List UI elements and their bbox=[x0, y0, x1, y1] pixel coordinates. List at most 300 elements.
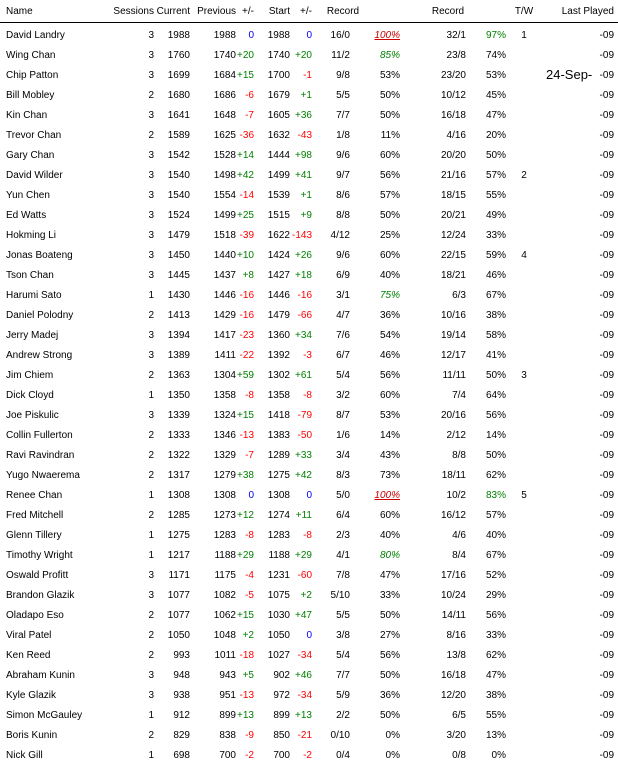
cell-tw bbox=[512, 346, 536, 366]
cell-name: Abraham Kunin bbox=[6, 670, 75, 681]
cell-change: -16 bbox=[239, 290, 254, 301]
cell-previous: 838 bbox=[219, 730, 236, 741]
cell-last-played: -09 bbox=[599, 170, 614, 181]
cell-current: 1524 bbox=[167, 210, 190, 221]
cell-current: 1333 bbox=[167, 430, 190, 441]
cell-start: 1302 bbox=[267, 370, 290, 381]
cell-sessions: 3 bbox=[148, 190, 154, 201]
cell-overall-pct: 55% bbox=[485, 190, 506, 201]
cell-last-played: -09 bbox=[599, 250, 614, 261]
cell-record-pct: 85% bbox=[379, 50, 400, 61]
header-record-overall: Record bbox=[431, 6, 465, 17]
cell-tw bbox=[512, 66, 536, 86]
cell-last-played: -09 bbox=[599, 330, 614, 341]
cell-change-start: -8 bbox=[303, 390, 312, 401]
cell-name: Trevor Chan bbox=[6, 130, 62, 141]
table-row bbox=[0, 706, 618, 726]
cell-change-start: -143 bbox=[291, 230, 312, 241]
cell-record-overall: 12/20 bbox=[440, 690, 466, 701]
cell-last-played: -09 bbox=[599, 650, 614, 661]
cell-record: 5/9 bbox=[336, 690, 350, 701]
cell-name: Jerry Madej bbox=[6, 330, 59, 341]
cell-start: 1446 bbox=[267, 290, 290, 301]
cell-tw bbox=[512, 426, 536, 446]
cell-sessions: 3 bbox=[148, 670, 154, 681]
cell-record-overall: 12/24 bbox=[440, 230, 466, 241]
cell-record: 4/12 bbox=[330, 230, 350, 241]
cell-sessions: 2 bbox=[148, 130, 154, 141]
table-row bbox=[0, 506, 618, 526]
cell-change: +15 bbox=[237, 70, 254, 81]
cell-overall-pct: 58% bbox=[485, 330, 506, 341]
cell-change: +8 bbox=[242, 270, 254, 281]
cell-record-overall: 17/16 bbox=[440, 570, 466, 581]
cell-record-pct: 46% bbox=[379, 350, 400, 361]
cell-record-overall: 16/12 bbox=[440, 510, 466, 521]
cell-name: Viral Patel bbox=[6, 630, 52, 641]
cell-start: 1740 bbox=[267, 50, 290, 61]
cell-overall-pct: 13% bbox=[485, 730, 506, 741]
cell-record-pct: 36% bbox=[379, 310, 400, 321]
cell-change: -16 bbox=[239, 310, 254, 321]
cell-record: 1/8 bbox=[336, 130, 350, 141]
cell-previous: 1498 bbox=[213, 170, 236, 181]
cell-start: 899 bbox=[273, 710, 290, 721]
cell-sessions: 1 bbox=[148, 290, 154, 301]
cell-last-played: -09 bbox=[599, 570, 614, 581]
cell-last-played: -09 bbox=[599, 710, 614, 721]
cell-change: -23 bbox=[239, 330, 254, 341]
cell-name: Dick Cloyd bbox=[6, 390, 54, 401]
cell-tw: 5 bbox=[521, 490, 527, 501]
cell-current: 938 bbox=[173, 690, 190, 701]
cell-change-start: -66 bbox=[297, 310, 312, 321]
cell-record-overall: 6/5 bbox=[452, 710, 466, 721]
cell-change: -4 bbox=[245, 570, 254, 581]
cell-current: 698 bbox=[173, 750, 190, 761]
cell-record: 8/8 bbox=[336, 210, 350, 221]
cell-overall-pct: 33% bbox=[485, 630, 506, 641]
cell-overall-pct: 0% bbox=[491, 750, 506, 761]
table-row bbox=[0, 166, 618, 186]
cell-sessions: 2 bbox=[148, 450, 154, 461]
cell-record-pct: 50% bbox=[379, 610, 400, 621]
cell-tw bbox=[512, 106, 536, 126]
cell-name: Simon McGauley bbox=[6, 710, 83, 721]
cell-tw bbox=[512, 506, 536, 526]
table-row bbox=[0, 526, 618, 546]
cell-start: 1188 bbox=[268, 550, 290, 561]
cell-previous: 1273 bbox=[213, 510, 236, 521]
cell-start: 902 bbox=[273, 670, 290, 681]
cell-record-overall: 6/3 bbox=[452, 290, 466, 301]
cell-record-overall: 18/21 bbox=[440, 270, 466, 281]
cell-record-overall: 7/4 bbox=[452, 390, 466, 401]
cell-name: Ravi Ravindran bbox=[6, 450, 75, 461]
cell-change-start: -50 bbox=[297, 430, 312, 441]
cell-overall-pct: 46% bbox=[485, 270, 506, 281]
cell-last-played: -09 bbox=[599, 370, 614, 381]
cell-start: 1383 bbox=[267, 430, 290, 441]
cell-previous: 1554 bbox=[213, 190, 236, 201]
cell-change: +5 bbox=[242, 670, 254, 681]
cell-tw bbox=[512, 146, 536, 166]
cell-change-start: -34 bbox=[297, 650, 312, 661]
cell-tw bbox=[512, 406, 536, 426]
table-row bbox=[0, 406, 618, 426]
cell-current: 1077 bbox=[167, 610, 190, 621]
cell-current: 1275 bbox=[167, 530, 190, 541]
cell-change: +15 bbox=[237, 410, 254, 421]
cell-record: 7/8 bbox=[336, 570, 350, 581]
cell-change: -14 bbox=[239, 190, 254, 201]
cell-change-start: +47 bbox=[295, 610, 312, 621]
table-row bbox=[0, 326, 618, 346]
cell-sessions: 2 bbox=[148, 730, 154, 741]
cell-record-pct: 56% bbox=[379, 650, 400, 661]
cell-name: Wing Chan bbox=[6, 50, 56, 61]
cell-current: 1413 bbox=[167, 310, 190, 321]
cell-current: 1217 bbox=[167, 550, 190, 561]
cell-sessions: 1 bbox=[148, 710, 154, 721]
cell-overall-pct: 83% bbox=[485, 490, 506, 501]
cell-tw bbox=[512, 266, 536, 286]
cell-overall-pct: 53% bbox=[485, 70, 506, 81]
cell-start: 1444 bbox=[267, 150, 290, 161]
cell-record: 6/7 bbox=[336, 350, 350, 361]
table-row bbox=[0, 46, 618, 66]
table-row bbox=[0, 66, 618, 86]
cell-tw bbox=[512, 306, 536, 326]
cell-tw bbox=[512, 746, 536, 766]
table-row bbox=[0, 626, 618, 646]
cell-sessions: 2 bbox=[148, 610, 154, 621]
cell-current: 1641 bbox=[167, 110, 190, 121]
cell-record: 8/3 bbox=[336, 470, 350, 481]
cell-previous: 1175 bbox=[214, 570, 236, 581]
cell-name: Timothy Wright bbox=[6, 550, 73, 561]
cell-last-played: -09 bbox=[599, 30, 614, 41]
cell-record-overall: 11/11 bbox=[442, 370, 466, 381]
cell-change-start: -34 bbox=[297, 690, 312, 701]
cell-record-pct: 36% bbox=[379, 690, 400, 701]
cell-previous: 1283 bbox=[213, 530, 236, 541]
cell-record-pct: 57% bbox=[379, 190, 400, 201]
cell-tw bbox=[512, 646, 536, 666]
cell-current: 1540 bbox=[167, 190, 190, 201]
cell-record: 2/3 bbox=[336, 530, 350, 541]
cell-change-start: 0 bbox=[306, 630, 312, 641]
cell-current: 1699 bbox=[167, 70, 190, 81]
cell-change: -8 bbox=[245, 530, 254, 541]
cell-start: 1274 bbox=[267, 510, 290, 521]
cell-change-start: +33 bbox=[295, 450, 312, 461]
cell-name: Oswald Profitt bbox=[6, 570, 69, 581]
cell-record: 7/7 bbox=[336, 670, 350, 681]
cell-change-start: -79 bbox=[297, 410, 312, 421]
cell-record-pct: 100% bbox=[374, 490, 400, 501]
cell-change: +29 bbox=[237, 550, 254, 561]
cell-previous: 1417 bbox=[213, 330, 236, 341]
cell-change-start: +29 bbox=[295, 550, 312, 561]
header-change-start: +/- bbox=[300, 6, 312, 17]
cell-change-start: +41 bbox=[295, 170, 312, 181]
cell-overall-pct: 62% bbox=[485, 650, 506, 661]
cell-change-start: 0 bbox=[306, 490, 312, 501]
cell-record: 9/6 bbox=[336, 250, 350, 261]
cell-overall-pct: 64% bbox=[485, 390, 506, 401]
cell-record-overall: 3/20 bbox=[446, 730, 466, 741]
cell-name: Fred Mitchell bbox=[6, 510, 64, 521]
cell-record: 0/10 bbox=[330, 730, 350, 741]
cell-last-played: -09 bbox=[599, 590, 614, 601]
cell-last-played: -09 bbox=[599, 110, 614, 121]
header-record: Record bbox=[326, 6, 360, 17]
cell-current: 1680 bbox=[167, 90, 190, 101]
cell-sessions: 3 bbox=[148, 150, 154, 161]
cell-last-played: -09 bbox=[599, 470, 614, 481]
cell-current: 1050 bbox=[167, 630, 190, 641]
cell-record: 4/7 bbox=[336, 310, 350, 321]
cell-record-pct: 25% bbox=[379, 230, 400, 241]
cell-last-played: -09 bbox=[599, 410, 614, 421]
cell-sessions: 2 bbox=[148, 90, 154, 101]
cell-record: 5/4 bbox=[336, 650, 350, 661]
cell-record: 2/2 bbox=[336, 710, 350, 721]
cell-record: 7/7 bbox=[336, 110, 350, 121]
table-row bbox=[0, 346, 618, 366]
cell-change: -6 bbox=[245, 90, 254, 101]
cell-tw bbox=[512, 326, 536, 346]
table-row bbox=[0, 146, 618, 166]
cell-name: Brandon Glazik bbox=[6, 590, 75, 601]
cell-previous: 899 bbox=[219, 710, 236, 721]
cell-tw bbox=[512, 626, 536, 646]
cell-previous: 1499 bbox=[213, 210, 236, 221]
cell-sessions: 2 bbox=[148, 370, 154, 381]
cell-start: 700 bbox=[273, 750, 290, 761]
header-previous: Previous bbox=[197, 6, 236, 17]
cell-start: 1479 bbox=[267, 310, 290, 321]
cell-sessions: 1 bbox=[148, 550, 154, 561]
cell-start: 1360 bbox=[267, 330, 290, 341]
cell-overall-pct: 50% bbox=[485, 370, 506, 381]
cell-start: 1632 bbox=[267, 130, 290, 141]
cell-change-start: +46 bbox=[295, 670, 312, 681]
cell-record-overall: 20/20 bbox=[440, 150, 466, 161]
cell-change: +59 bbox=[237, 370, 254, 381]
header-tw: T/W bbox=[514, 6, 534, 17]
cell-record: 1/6 bbox=[336, 430, 350, 441]
cell-record-pct: 53% bbox=[379, 410, 400, 421]
cell-overall-pct: 50% bbox=[485, 150, 506, 161]
cell-record-overall: 4/6 bbox=[452, 530, 466, 541]
cell-last-played: -09 bbox=[599, 610, 614, 621]
cell-change-start: +42 bbox=[295, 470, 312, 481]
cell-record: 8/7 bbox=[336, 410, 350, 421]
cell-overall-pct: 38% bbox=[485, 310, 506, 321]
cell-name: Glenn Tillery bbox=[6, 530, 62, 541]
cell-name: Oladapo Eso bbox=[6, 610, 64, 621]
cell-tw: 4 bbox=[521, 250, 527, 261]
cell-sessions: 3 bbox=[148, 590, 154, 601]
cell-start: 850 bbox=[273, 730, 290, 741]
cell-change-start: +1 bbox=[300, 90, 312, 101]
cell-sessions: 2 bbox=[148, 510, 154, 521]
cell-current: 1317 bbox=[167, 470, 190, 481]
cell-tw: 3 bbox=[521, 370, 527, 381]
cell-name: Harumi Sato bbox=[6, 290, 62, 301]
cell-record-overall: 0/8 bbox=[452, 750, 466, 761]
cell-name: Jim Chiem bbox=[6, 370, 54, 381]
cell-record: 5/10 bbox=[330, 590, 350, 601]
cell-record-pct: 60% bbox=[379, 250, 400, 261]
cell-record-overall: 10/24 bbox=[440, 590, 466, 601]
cell-start: 1539 bbox=[267, 190, 290, 201]
cell-change-start: +26 bbox=[295, 250, 312, 261]
cell-last-played: -09 bbox=[599, 290, 614, 301]
cell-previous: 1304 bbox=[213, 370, 236, 381]
cell-current: 1171 bbox=[168, 570, 190, 581]
cell-record-overall: 12/17 bbox=[440, 350, 466, 361]
cell-tw bbox=[512, 126, 536, 146]
cell-record-overall: 8/8 bbox=[452, 450, 466, 461]
cell-change-start: -1 bbox=[303, 70, 312, 81]
cell-change: +20 bbox=[237, 50, 254, 61]
cell-start: 1358 bbox=[267, 390, 290, 401]
cell-current: 1322 bbox=[167, 450, 190, 461]
cell-sessions: 2 bbox=[148, 630, 154, 641]
table-row bbox=[0, 226, 618, 246]
cell-overall-pct: 55% bbox=[485, 710, 506, 721]
cell-previous: 1082 bbox=[213, 590, 236, 601]
cell-sessions: 3 bbox=[148, 30, 154, 41]
cell-change: +2 bbox=[242, 630, 254, 641]
cell-change-start: -43 bbox=[297, 130, 312, 141]
cell-last-played: -09 bbox=[599, 270, 614, 281]
cell-change: +42 bbox=[237, 170, 254, 181]
cell-change-start: 0 bbox=[306, 30, 312, 41]
table-row bbox=[0, 426, 618, 446]
cell-start: 1700 bbox=[267, 70, 290, 81]
cell-tw bbox=[512, 226, 536, 246]
table-row bbox=[0, 106, 618, 126]
cell-overall-pct: 56% bbox=[485, 410, 506, 421]
cell-overall-pct: 52% bbox=[485, 570, 506, 581]
cell-change-start: +1 bbox=[300, 190, 312, 201]
cell-previous: 951 bbox=[219, 690, 236, 701]
cell-start: 1050 bbox=[267, 630, 290, 641]
cell-record-overall: 10/2 bbox=[446, 490, 466, 501]
cell-name: Yugo Nwaerema bbox=[6, 470, 80, 481]
cell-sessions: 1 bbox=[148, 750, 154, 761]
cell-record: 0/4 bbox=[336, 750, 350, 761]
cell-last-played: -09 bbox=[599, 190, 614, 201]
cell-change: -9 bbox=[245, 730, 254, 741]
cell-current: 1542 bbox=[167, 150, 190, 161]
cell-start: 1418 bbox=[267, 410, 290, 421]
cell-sessions: 2 bbox=[148, 310, 154, 321]
cell-name: Ed Watts bbox=[6, 210, 47, 221]
cell-record-overall: 19/14 bbox=[440, 330, 466, 341]
cell-sessions: 3 bbox=[148, 570, 154, 581]
cell-last-played: -09 bbox=[599, 350, 614, 361]
cell-record-pct: 33% bbox=[379, 590, 400, 601]
cell-change-start: -3 bbox=[303, 350, 312, 361]
cell-current: 1760 bbox=[167, 50, 190, 61]
cell-record-overall: 16/18 bbox=[440, 670, 466, 681]
cell-record-pct: 60% bbox=[379, 390, 400, 401]
table-row bbox=[0, 666, 618, 686]
cell-tw bbox=[512, 586, 536, 606]
cell-record-overall: 13/8 bbox=[446, 650, 466, 661]
cell-previous: 1740 bbox=[213, 50, 236, 61]
cell-sessions: 3 bbox=[148, 210, 154, 221]
header-current: Current bbox=[156, 6, 190, 17]
cell-name: David Landry bbox=[6, 30, 65, 41]
cell-overall-pct: 56% bbox=[485, 610, 506, 621]
cell-change-start: +13 bbox=[295, 710, 312, 721]
cell-sessions: 3 bbox=[148, 350, 154, 361]
table-row bbox=[0, 686, 618, 706]
cell-current: 1285 bbox=[167, 510, 190, 521]
cell-name: Collin Fullerton bbox=[6, 430, 73, 441]
cell-record-overall: 8/4 bbox=[452, 550, 466, 561]
cell-name: Ken Reed bbox=[6, 650, 51, 661]
cell-start: 1515 bbox=[267, 210, 290, 221]
cell-change: +13 bbox=[237, 710, 254, 721]
side-date: 24-Sep- bbox=[546, 67, 593, 82]
cell-record-pct: 0% bbox=[385, 750, 400, 761]
cell-overall-pct: 49% bbox=[485, 210, 506, 221]
cell-record: 3/4 bbox=[336, 450, 350, 461]
cell-tw bbox=[512, 46, 536, 66]
table-row bbox=[0, 286, 618, 306]
cell-record-overall: 2/12 bbox=[446, 430, 466, 441]
cell-start: 1030 bbox=[267, 610, 290, 621]
cell-tw bbox=[512, 86, 536, 106]
cell-overall-pct: 74% bbox=[485, 50, 506, 61]
cell-record-overall: 23/20 bbox=[440, 70, 466, 81]
cell-previous: 1446 bbox=[213, 290, 236, 301]
cell-previous: 1188 bbox=[214, 550, 236, 561]
cell-record-pct: 73% bbox=[379, 470, 400, 481]
cell-change: -18 bbox=[239, 650, 254, 661]
cell-previous: 1648 bbox=[213, 110, 236, 121]
cell-change: -2 bbox=[245, 750, 254, 761]
cell-change-start: +18 bbox=[295, 270, 312, 281]
table-row bbox=[0, 586, 618, 606]
cell-name: Daniel Polodny bbox=[6, 310, 74, 321]
cell-record-pct: 14% bbox=[379, 430, 400, 441]
cell-previous: 1518 bbox=[213, 230, 236, 241]
cell-change-start: +61 bbox=[295, 370, 312, 381]
cell-record-pct: 50% bbox=[379, 670, 400, 681]
cell-start: 1289 bbox=[267, 450, 290, 461]
cell-previous: 1528 bbox=[213, 150, 236, 161]
cell-sessions: 3 bbox=[148, 110, 154, 121]
header-divider bbox=[0, 22, 618, 23]
cell-name: Renee Chan bbox=[6, 490, 63, 501]
cell-name: Boris Kunin bbox=[6, 730, 58, 741]
cell-tw bbox=[512, 726, 536, 746]
cell-last-played: -09 bbox=[599, 150, 614, 161]
cell-record: 5/5 bbox=[336, 90, 350, 101]
cell-record-overall: 22/15 bbox=[440, 250, 466, 261]
cell-record-overall: 32/1 bbox=[446, 30, 466, 41]
cell-record: 4/1 bbox=[336, 550, 350, 561]
cell-change: -36 bbox=[239, 130, 254, 141]
